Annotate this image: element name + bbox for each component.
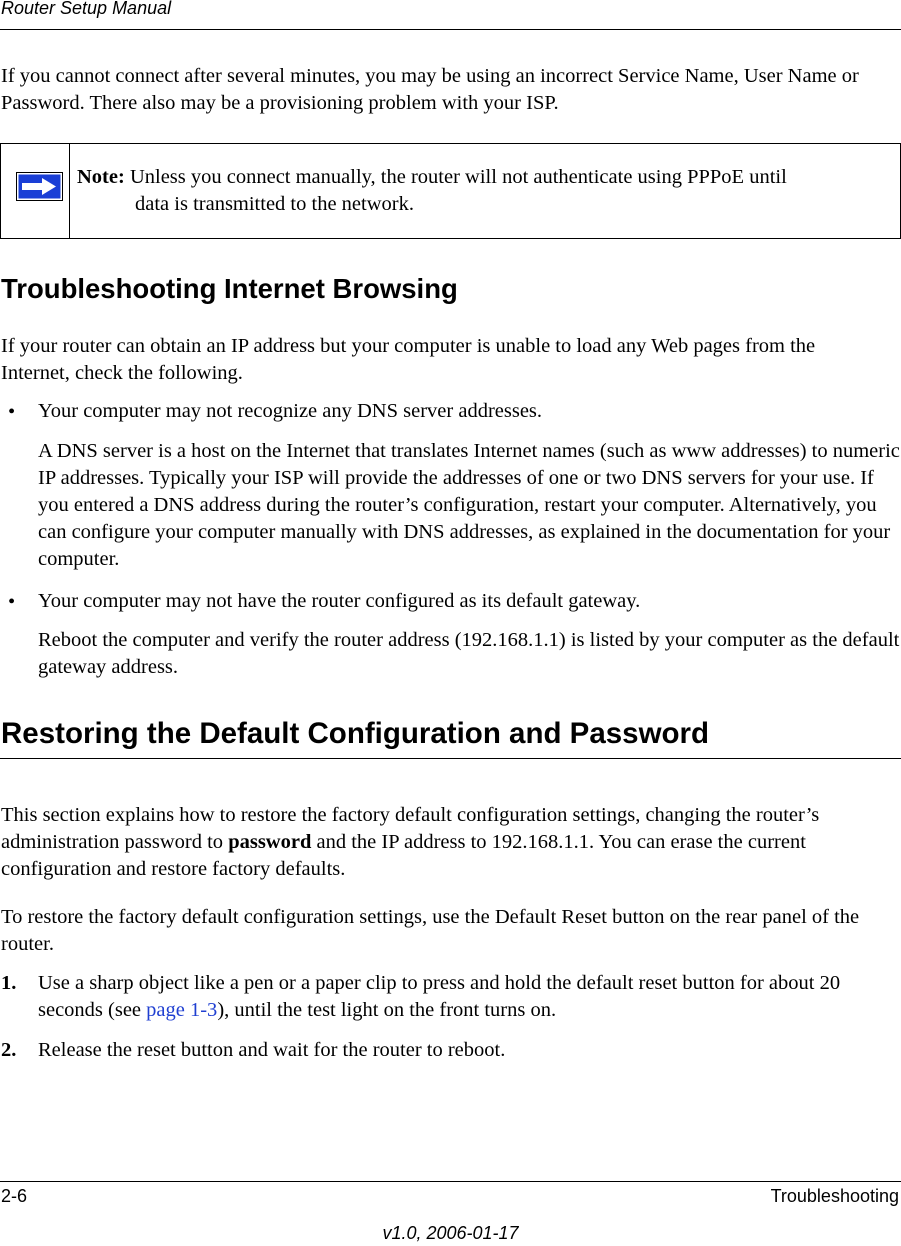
intro-paragraph: If you cannot connect after several minutes, you may be using an incorrect Service Name, User Name or Password. There also may be a provisioning problem with your ISP.	[1, 65, 859, 114]
footer-page-number: 2-6	[1, 1186, 28, 1206]
step-number: 2.	[1, 1039, 17, 1061]
bullet-marker: •	[8, 401, 16, 423]
footer-version: v1.0, 2006-01-17	[382, 1223, 519, 1243]
note-label: Note:	[77, 166, 125, 188]
bullet-item-title: Your computer may not have the router configured as its default gateway.	[38, 590, 641, 612]
arrow-right-icon	[16, 172, 63, 201]
bullet-item-title: Your computer may not recognize any DNS server addresses.	[38, 400, 543, 422]
note-line-2: data is transmitted to the network.	[135, 193, 414, 215]
section-rule	[0, 758, 901, 759]
step-text: Release the reset button and wait for the router to reboot.	[38, 1039, 506, 1061]
bullet-marker: •	[8, 591, 16, 613]
bullet-item-body: A DNS server is a host on the Internet that translates Internet names (such as www addresses) to numeric IP addresses. Typically your ISP will provide the addresses of one or two DNS servers for your use. If you entered a DNS address during the router’s configuration, restart your computer. Alternatively, you can configure your computer manually with DNS addresses, as explained in the documentation for your computer.	[38, 440, 900, 570]
header-rule	[0, 29, 901, 30]
step-number: 1.	[1, 972, 17, 994]
note-divider	[69, 144, 70, 238]
section-heading-browsing: Troubleshooting Internet Browsing	[1, 273, 458, 304]
bullet-item-body: Reboot the computer and verify the router address (192.168.1.1) is listed by your computer as the default gateway address.	[38, 629, 900, 678]
step-text	[38, 970, 900, 1024]
section2-paragraph-1	[1, 802, 899, 883]
section-heading-restore: Restoring the Default Configuration and Password	[1, 717, 710, 750]
section2-paragraph-2: To restore the factory default configuration settings, use the Default Reset button on the rear panel of the router.	[1, 906, 860, 955]
note-text	[77, 164, 887, 218]
default-password: password	[228, 831, 312, 853]
step-text-start: Use a sharp object like a pen or a paper clip to press and hold the default reset button for about 20 seconds (see	[38, 972, 841, 1021]
footer-rule	[0, 1181, 901, 1182]
note-box	[0, 143, 901, 239]
note-line-1: Unless you connect manually, the router will not authenticate using PPPoE until	[129, 166, 787, 188]
footer-chapter-name: Troubleshooting	[770, 1186, 899, 1206]
section1-intro: If your router can obtain an IP address but your computer is unable to load any Web pages from the Internet, check the following.	[1, 335, 816, 384]
running-header-title: Router Setup Manual	[1, 0, 172, 18]
p1-text-end: and the IP address to 192.168.1.1. You can erase the current configuration and restore factory defaults.	[1, 831, 806, 880]
p1-text-start: This section explains how to restore the factory default configuration settings, changing the router’s administration password to	[1, 804, 820, 853]
step-text-end: ), until the test light on the front turns on.	[217, 999, 557, 1021]
page-reference-link[interactable]: page 1-3	[146, 999, 218, 1021]
